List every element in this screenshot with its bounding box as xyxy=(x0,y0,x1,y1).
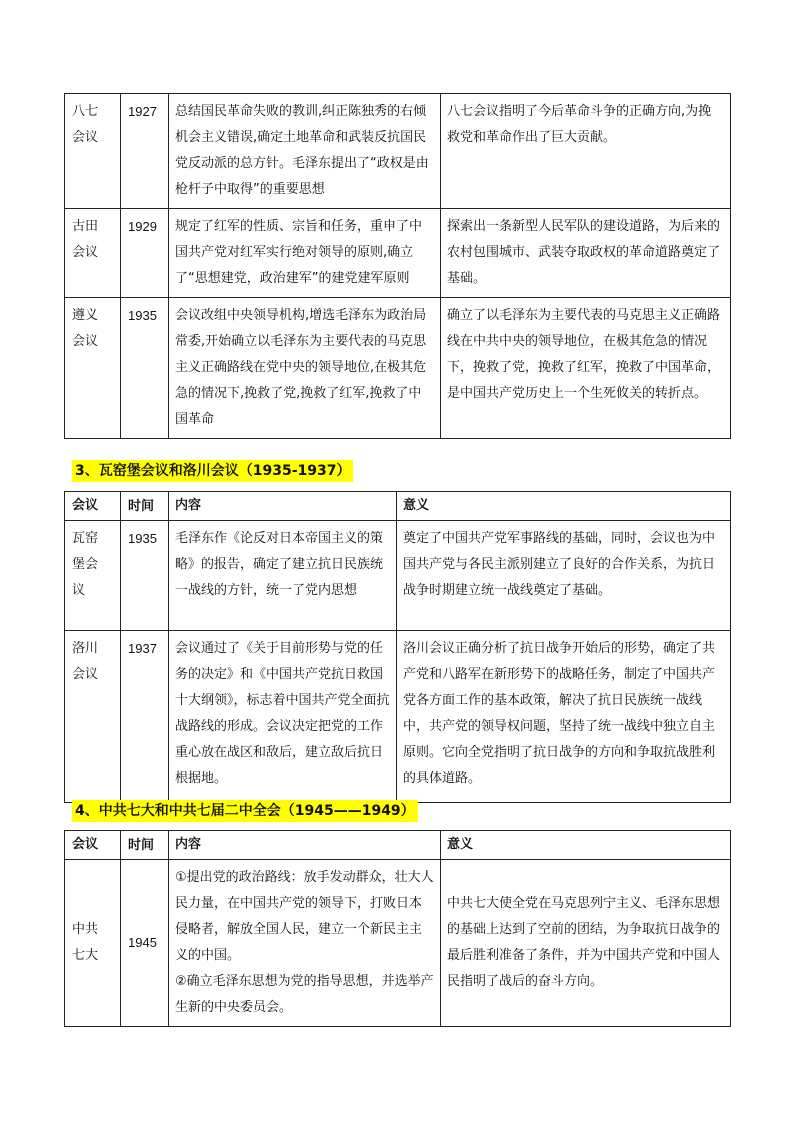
section-4-title: 4、中共七大和中共七届二中全会（1945——1949） xyxy=(72,800,418,822)
table-row xyxy=(65,860,731,1027)
header-significance: 意义 xyxy=(441,831,731,860)
header-meeting: 会议 xyxy=(65,831,121,860)
wayaobao-luochuan-table xyxy=(64,491,731,803)
header-time: 时间 xyxy=(121,831,169,860)
table-header-row xyxy=(65,492,731,521)
header-meeting: 会议 xyxy=(65,492,121,521)
meeting-significance: 八七会议指明了今后革命斗争的正确方向,为挽救党和革命作出了巨大贡献。 xyxy=(441,94,731,209)
table-row xyxy=(65,94,731,209)
meeting-significance: 确立了以毛泽东为主要代表的马克思主义正确路线在中共中央的领导地位，在极其危急的情况下，挽救了党，挽救了红军，挽救了中国革命，是中国共产党历史上一个生死攸关的转折点。 xyxy=(441,298,731,439)
meeting-content: 毛泽东作《论反对日本帝国主义的策略》的报告，确定了建立抗日民族统一战线的方针，统一了党内思想 xyxy=(169,521,397,631)
meeting-content: 会议通过了《关于目前形势与党的任务的决定》和《中国共产党抗日救国十大纲领》，标志着中国共产党全面抗战路线的形成。会议决定把党的工作重心放在战区和敌后，建立敌后抗日根据地。 xyxy=(169,631,397,803)
content-point: ①提出党的政治路线：放手发动群众，壮大人民力量，在中国共产党的领导下，打败日本侵略者，解放全国人民，建立一个新民主主义的中国。 xyxy=(175,870,434,963)
table-row xyxy=(65,521,731,631)
meeting-year: 1937 xyxy=(121,631,169,803)
meeting-name: 洛川 会议 xyxy=(65,631,121,803)
meeting-year: 1935 xyxy=(121,298,169,439)
meeting-significance: 洛川会议正确分析了抗日战争开始后的形势，确定了共产党和八路军在新形势下的战略任务，制定了中国共产党各方面工作的基本政策，解决了抗日民族统一战线中，共产党的领导权问题，坚持了统一战线中独立自主原则。它向全党指明了抗日战争的方向和争取抗战胜利的具体道路。 xyxy=(397,631,731,803)
meeting-name: 中共 七大 xyxy=(65,860,121,1027)
header-significance: 意义 xyxy=(397,492,731,521)
section-3-title: 3、瓦窑堡会议和洛川会议（1935-1937） xyxy=(72,460,353,482)
meeting-content: 会议改组中央领导机构,增选毛泽东为政治局常委,开始确立以毛泽东为主要代表的马克思主义正确路线在党中央的领导地位,在极其危急的情况下,挽救了党,挽救了红军,挽救了中国革命 xyxy=(169,298,441,439)
table-row xyxy=(65,631,731,803)
seventh-congress-table xyxy=(64,830,731,1027)
meetings-table-continued xyxy=(64,93,731,439)
meeting-significance: 奠定了中国共产党军事路线的基础，同时，会议也为中国共产党与各民主派别建立了良好的合作关系，为抗日战争时期建立统一战线奠定了基础。 xyxy=(397,521,731,631)
content-point: ②确立毛泽东思想为党的指导思想，并选举产生新的中央委员会。 xyxy=(175,974,434,1015)
header-content: 内容 xyxy=(169,492,397,521)
meeting-name: 瓦窑 堡会 议 xyxy=(65,521,121,631)
meeting-name: 八七 会议 xyxy=(65,94,121,209)
meeting-content: 总结国民革命失败的教训,纠正陈独秀的右倾机会主义错误,确定土地革命和武装反抗国民党反动派的总方针。毛泽东提出了“政权是由枪杆子中取得”的重要思想 xyxy=(169,94,441,209)
meeting-year: 1927 xyxy=(121,94,169,209)
table-row xyxy=(65,298,731,439)
meeting-content xyxy=(169,860,441,1027)
meeting-year: 1935 xyxy=(121,521,169,631)
header-time: 时间 xyxy=(121,492,169,521)
meeting-name: 古田 会议 xyxy=(65,209,121,298)
meeting-year: 1929 xyxy=(121,209,169,298)
table-row xyxy=(65,209,731,298)
header-content: 内容 xyxy=(169,831,441,860)
meeting-content: 规定了红军的性质、宗旨和任务，重申了中国共产党对红军实行绝对领导的原则,确立了“思想建党，政治建军”的建党建军原则 xyxy=(169,209,441,298)
meeting-significance: 中共七大使全党在马克思列宁主义、毛泽东思想的基础上达到了空前的团结，为争取抗日战争的最后胜利准备了条件，并为中国共产党和中国人民指明了战后的奋斗方向。 xyxy=(441,860,731,1027)
table-header-row xyxy=(65,831,731,860)
meeting-name: 遵义 会议 xyxy=(65,298,121,439)
meeting-year: 1945 xyxy=(121,860,169,1027)
meeting-significance: 探索出一条新型人民军队的建设道路，为后来的农村包围城市、武装夺取政权的革命道路奠定了基础。 xyxy=(441,209,731,298)
